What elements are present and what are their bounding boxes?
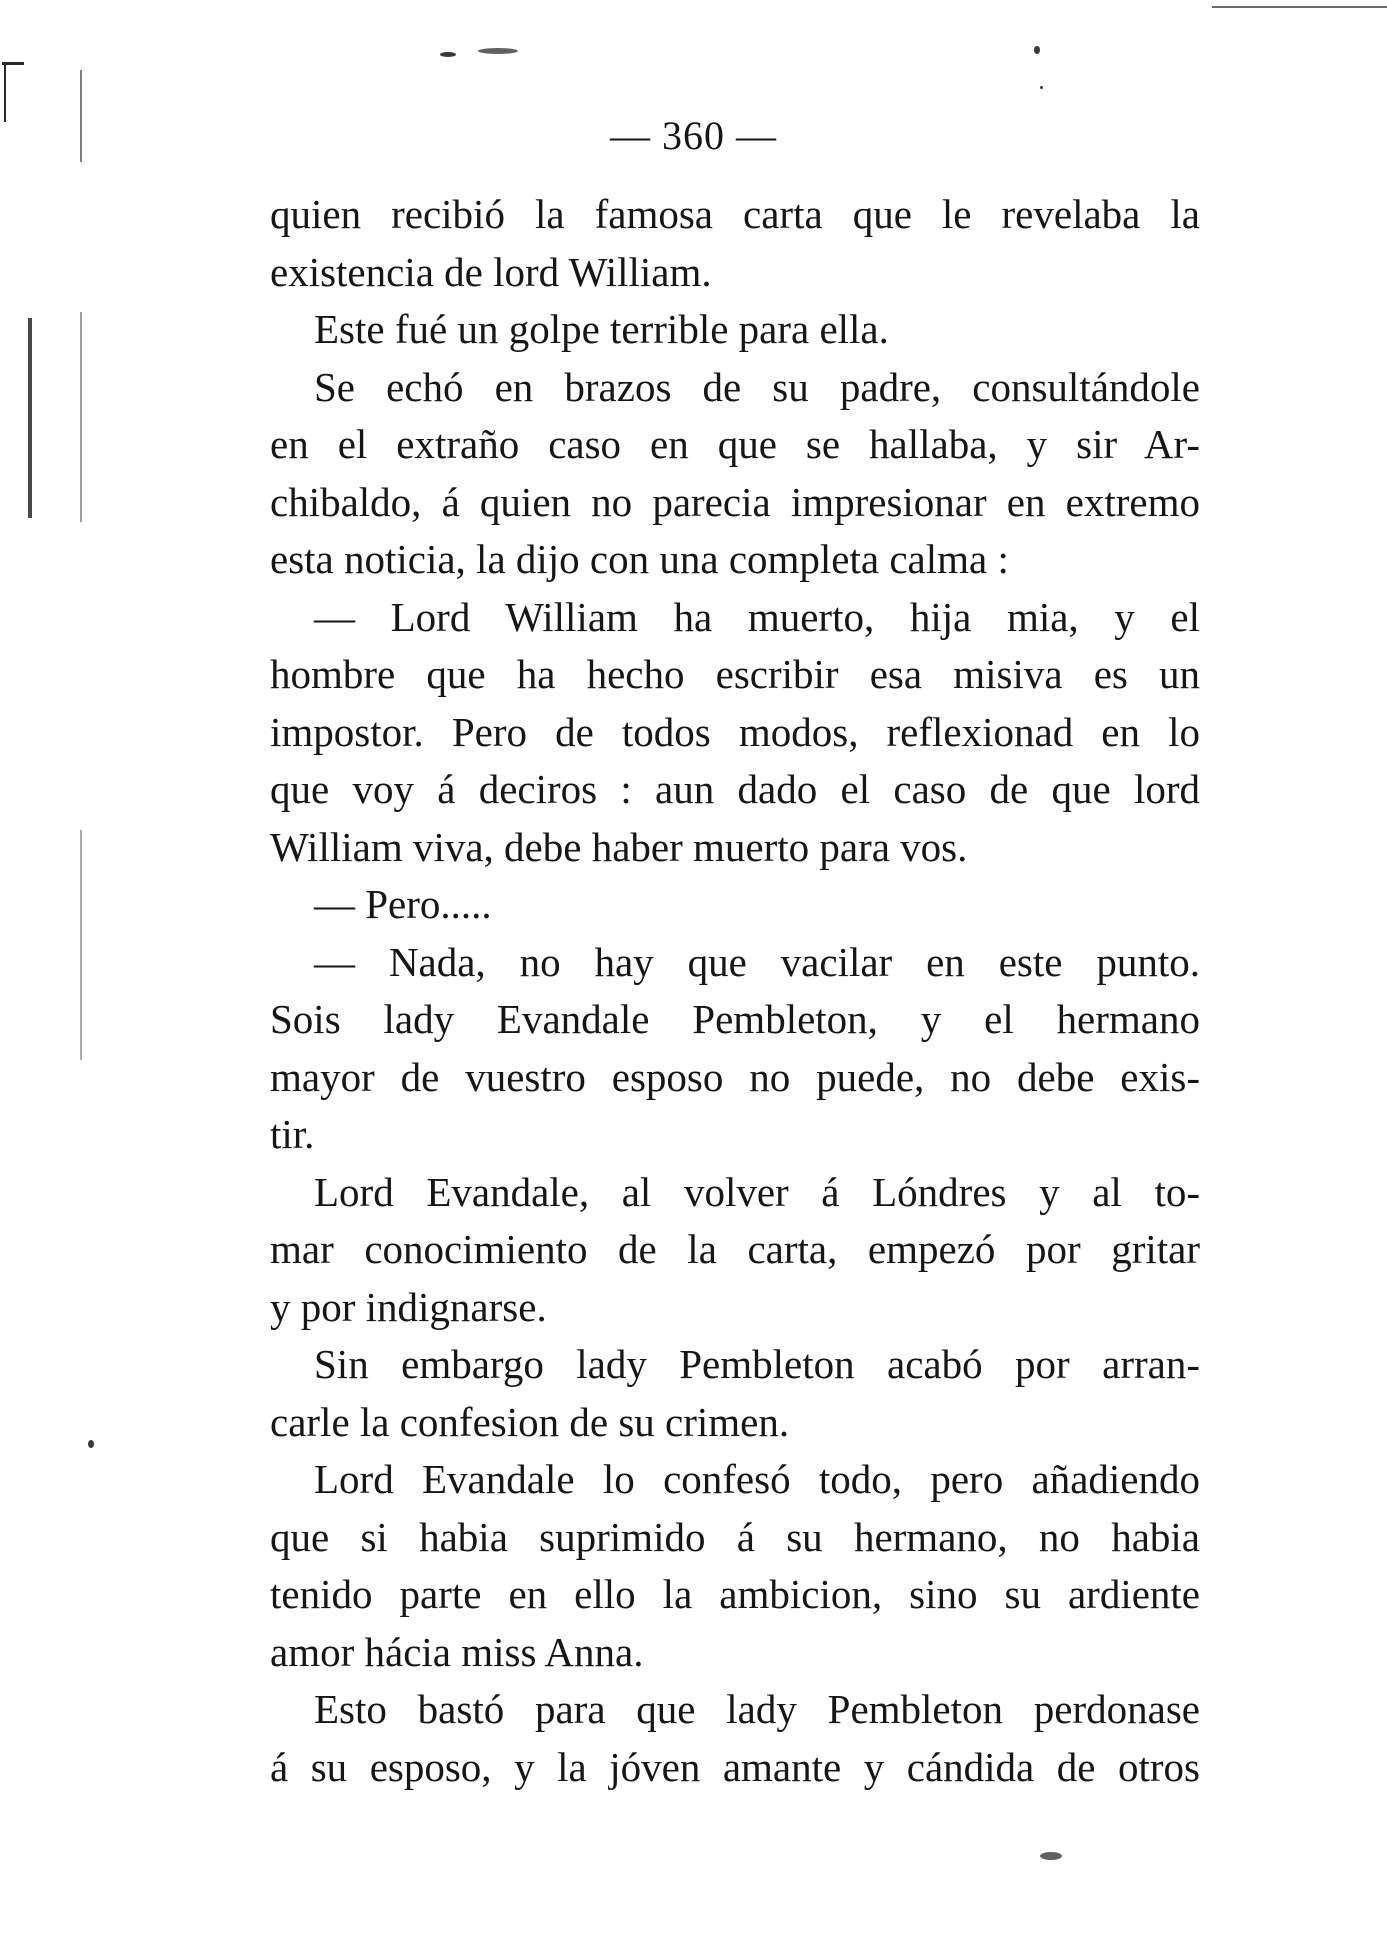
text-line: — Pero..... [314,881,492,927]
body-text [270,186,1200,1796]
text-line: Sin embargo lady Pembleton acabó por arran- [314,1341,1200,1387]
scan-speck [1034,46,1040,54]
scan-speck [1040,1852,1062,1860]
scan-margin-line-4 [80,830,82,1060]
text-line: carle la confesion de su crimen. [270,1398,790,1445]
text-line: Lord Evandale lo confesó todo, pero añadiendo [314,1456,1200,1502]
scan-margin-line-2 [28,318,32,518]
text-line: amor hácia miss Anna. [270,1628,644,1675]
text-line: Se echó en brazos de su padre, consultándole [314,363,1200,410]
text-line: tir. [270,1111,315,1157]
text-line: — Nada, no hay que vacilar en este punto. [314,938,1200,985]
text-line: mar conocimiento de la carta, empezó por gritar [270,1226,1200,1272]
text-line: á su esposo, y la jóven amante y cándida de otros [270,1743,1200,1790]
scan-speck [88,1440,94,1448]
text-line: hombre que ha hecho escribir esa misiva es un [270,651,1200,697]
scan-speck [440,52,456,57]
text-line: esta noticia, la dijo con una completa calma : [270,536,1009,582]
text-line: Lord Evandale, al volver á Lóndres y al to- [314,1168,1200,1215]
text-line: existencia de lord William. [270,248,712,295]
text-line: que voy á deciros : aun dado el caso de que lord [270,766,1200,812]
text-line: en el extraño caso en que se hallaba, y sir Ar- [270,421,1200,467]
scan-margin-line-3 [80,312,82,522]
text-line: Sois lady Evandale Pembleton, y el hermano [270,996,1200,1042]
text-line: William viva, debe haber muerto para vos. [270,823,968,870]
text-line: que si habia suprimido á su hermano, no habia [270,1513,1200,1560]
text-line: — Lord William ha muerto, hija mia, y el [314,593,1200,640]
text-line: chibaldo, á quien no parecia impresionar en extremo [270,478,1200,525]
scan-speck [478,48,518,54]
text-line: impostor. Pero de todos modos, reflexionad en lo [270,708,1200,755]
page-number: — 360 — [610,113,777,158]
text-line: quien recibió la famosa carta que le revelaba la [270,191,1200,237]
text-line: y por indignarse. [270,1283,547,1330]
text-line: Este fué un golpe terrible para ella. [314,306,889,352]
text-line: mayor de vuestro esposo no puede, no debe exis- [270,1053,1200,1100]
scan-speck [1040,86,1043,89]
text-line: Esto bastó para que lady Pembleton perdonase [314,1686,1200,1732]
text-line: tenido parte en ello la ambicion, sino su ardiente [270,1571,1200,1617]
scan-corner-line [1212,6,1387,8]
